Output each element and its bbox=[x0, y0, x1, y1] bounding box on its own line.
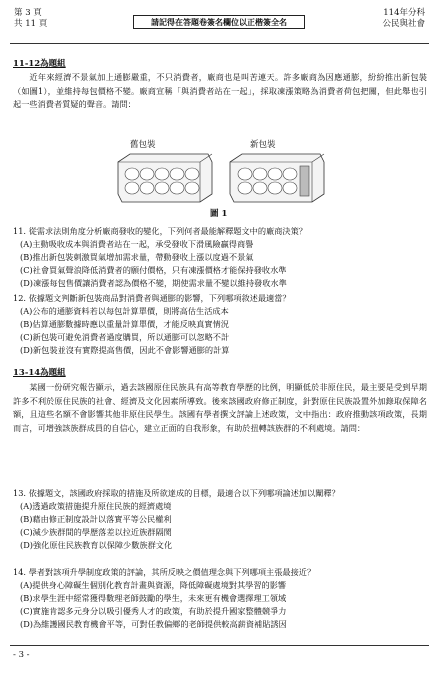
group-heading-13-14: 13-14為題組 bbox=[13, 368, 66, 378]
total-pages-line: 共 11 頁 bbox=[14, 19, 48, 29]
question-14-option-a: (A)提供身心障礙生個別化教育計畫與資源，降低障礙處境對其學習的影響 bbox=[20, 580, 287, 590]
question-13-option-c: (C)減少族群間的學歷落差以拉近族群隔閡 bbox=[20, 527, 172, 537]
exam-subject: 公民與社會 bbox=[382, 19, 425, 29]
group-heading-11-12: 11-12為題組 bbox=[13, 59, 66, 69]
question-11-stem: 11. 從需求法則角度分析廠商發收的變化，下列何者最能解釋題文中的廠商決策？ bbox=[13, 226, 307, 236]
question-13-stem: 13. 依據題文，該國政府採取的措施及所欲達成的目標，最適合以下列哪項論述加以闡釋？ bbox=[13, 488, 340, 498]
question-11-option-b: (B)推出新包裝刺激買氣增加需求量，帶動發收上漲以度過不景氣 bbox=[20, 252, 254, 262]
question-14-stem: 14. 學者對該項升學制度政策的評論，其所反映之價值理念與下列哪項主張最接近？ bbox=[13, 567, 316, 577]
footer-page-number: - 3 - bbox=[13, 650, 30, 660]
question-12-stem: 12. 依據題文判斷新包裝商品對消費者與通膨的影響，下列哪項敘述最適當？ bbox=[13, 293, 291, 303]
group2-passage: 某國一份研究報告顯示，過去該國原住民族具有高等教育學歷的比例，明顯低於非原住民，最主要是受到早期許多不利於原住民族的社會、經濟及文化因素所導致。後來該國政府修正制度，針對原住民族設置外加錄取保障名額，且這些名額不會影響其他非原住民學生。該國有學者撰文評論上述政策，文中指出：政府推動該項政策，長期而言，可增強該族群成員的自信心，建立正面的自我形象，有助於扭轉該族群的不利處境。請問： bbox=[13, 382, 427, 433]
question-14-option-b: (B)求學生涯中經常獲得數理老師鼓勵的學生，未來更有機會選擇理工領域 bbox=[20, 593, 287, 603]
old-package-drawing bbox=[118, 154, 212, 202]
question-12-option-d: (D)新包裝並沒有實際提高售價，因此不會影響通膨的計算 bbox=[20, 345, 230, 355]
figure-1 bbox=[112, 138, 327, 218]
signature-notice: 請記得在答題卷簽名欄位以正楷簽全名 bbox=[133, 15, 305, 29]
exam-info bbox=[382, 8, 425, 30]
question-11-option-d: (D)凍漲每包售價讓消費者認為價格不變，期使需求量不變以維持發收水準 bbox=[20, 278, 287, 288]
question-12-option-b: (B)估算通膨數據時應以重量計算單價，才能反映真實情況 bbox=[20, 319, 229, 329]
question-14-option-d: (D)為維護國民教育機會平等，可對任教偏鄉的老師提供較高薪資補貼誘因 bbox=[20, 619, 287, 629]
question-12-option-a: (A)公布的通膨資料若以每包計算單價，則將高估生活成本 bbox=[20, 306, 229, 316]
header-divider bbox=[10, 43, 429, 44]
question-13-option-b: (B)藉由修正制度設計以落實平等公民權利 bbox=[20, 514, 172, 524]
question-11-option-a: (A)主動吸收成本與消費者站在一起，承受發收下滑風險贏得商譽 bbox=[20, 239, 254, 249]
exam-year: 114年分科 bbox=[383, 8, 425, 18]
new-package-label: 新包裝 bbox=[250, 140, 276, 150]
question-14-option-c: (C)實施肯認多元身分以吸引優秀人才的政策，有助於提升國家整體競爭力 bbox=[20, 606, 287, 616]
question-11-option-c: (C)社會買氣聲浪降低消費者的願付價格，只有凍漲價格才能保持發收水準 bbox=[20, 265, 287, 275]
footer-divider bbox=[10, 645, 429, 646]
new-package-drawing bbox=[230, 154, 324, 202]
question-13-option-d: (D)強化原住民族教育以保障少數族群文化 bbox=[20, 540, 173, 550]
figure-1-caption: 圖 1 bbox=[210, 209, 228, 219]
page-number-line: 第 3 頁 bbox=[14, 8, 42, 18]
page-counter bbox=[14, 8, 47, 30]
question-13-option-a: (A)透過政策措施提升原住民族的經濟處境 bbox=[20, 501, 172, 511]
old-package-label: 舊包裝 bbox=[130, 140, 156, 150]
group1-passage: 近年來經濟不景氣加上通膨嚴重，不只消費者，廠商也是叫苦連天。許多廠商為因應通膨，紛紛推出新包裝（如圖1），並維持每包價格不變。廠商宣稱「與消費者站在一起」，採取凍漲策略為消費者荷包把關，但此舉也引起一些消費者質疑的聲音。請問： bbox=[13, 72, 427, 110]
question-12-option-c: (C)新包裝可避免消費者過度購買，所以通膨可以忽略不計 bbox=[20, 332, 230, 342]
